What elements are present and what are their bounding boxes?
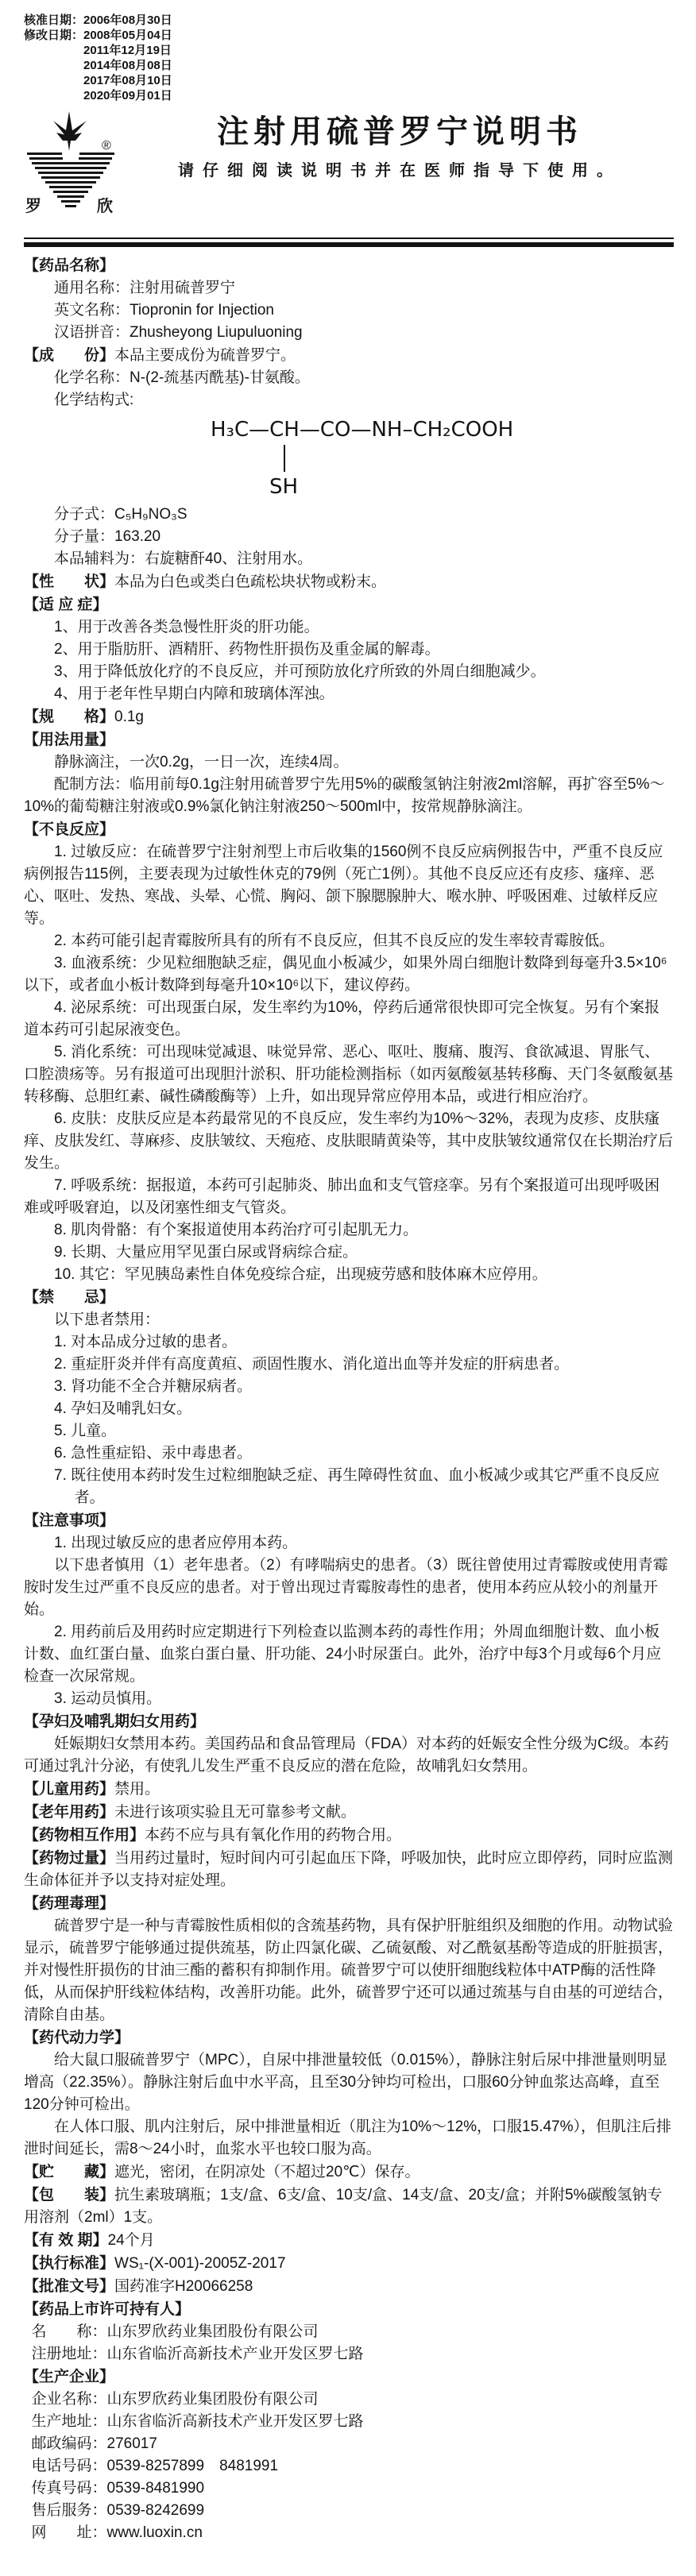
logo-char-right: 欣 <box>97 198 113 215</box>
section-heading-line <box>24 2184 674 2229</box>
section-heading: 【性 状】 <box>24 574 115 590</box>
paragraph: 2、用于脂肪肝、酒精肝、药物性肝损伤及重金属的解毒。 <box>54 641 440 658</box>
paragraph: 化学结构式: <box>54 392 134 408</box>
section <box>24 2230 674 2252</box>
section-heading: 【禁 忌】 <box>24 1289 115 1306</box>
section-inline-text: 遮光，密闭，在阴凉处（不超过20℃）保存。 <box>114 2164 420 2180</box>
paragraph: 硫普罗宁是一种与青霉胺性质相似的含巯基药物，具有保护肝脏组织及细胞的作用。动物试验显示，硫普罗宁能够通过提供巯基，防止四氯化碳、乙硫氨酸、对乙酰氨基酚等造成的肝脏损害，并对慢性肝损伤的甘油三酯的蓄积有抑制作用。硫普罗宁可以使肝细胞线粒体中ATP酶的活性降低，从而保护肝线粒体结构，改善肝功能。此外，硫普罗宁还可以通过巯基与自由基的可逆结合，清除自由基。 <box>24 1918 674 2023</box>
paragraph: 4. 孕妇及哺乳妇女。 <box>54 1400 192 1417</box>
section <box>24 345 674 570</box>
paragraph: 1. 出现过敏反应的患者应停用本药。 <box>54 1535 298 1551</box>
section-heading: 【不良反应】 <box>24 821 115 838</box>
luoxin-logo <box>24 111 126 226</box>
paragraph: 2. 本药可能引起青霉胺所具有的所有不良反应，但其不良反应的发生率较青霉胺低。 <box>54 933 615 949</box>
section-heading-line <box>24 1825 674 1847</box>
section-heading: 【药品名称】 <box>24 257 115 274</box>
section <box>24 2161 674 2184</box>
section <box>24 706 674 728</box>
section-heading-line <box>24 706 674 728</box>
section <box>24 1711 674 1778</box>
section-heading: 【适 应 症】 <box>24 597 108 613</box>
section-inline-text: 国药准字H20066258 <box>114 2278 253 2295</box>
section <box>24 1778 674 1801</box>
paragraph: 10. 其它：罕见胰岛素性自体免疫综合症，出现疲劳感和肢体麻木应停用。 <box>54 1266 547 1283</box>
paragraph: 3. 肾功能不全合并糖尿病者。 <box>54 1378 253 1395</box>
paragraph: 妊娠期妇女禁用本药。美国药品和食品管理局（FDA）对本药的妊娠安全性分级为C级。本药可通过乳汁分泌，有使乳儿发生严重不良反应的潜在危险，故哺乳妇女禁用。 <box>24 1736 669 1775</box>
paragraph: 电话号码：0539-8257899 8481991 <box>31 2458 279 2474</box>
section <box>24 2366 674 2544</box>
paragraph: 6. 急性重症铅、汞中毒患者。 <box>54 1445 253 1462</box>
section-heading-line <box>24 1802 674 1824</box>
paragraph: 汉语拼音：Zhusheyong Liupuluoning <box>54 324 303 341</box>
logo-char-left: 罗 <box>25 198 41 215</box>
luoxin-logo-graphic <box>24 111 118 222</box>
section <box>24 1802 674 1824</box>
section-heading-line <box>24 2161 674 2184</box>
section <box>24 594 674 705</box>
section-heading-line <box>24 255 674 277</box>
section <box>24 729 674 818</box>
section-inline-text: 本药不应与具有氧化作用的药物合用。 <box>145 1827 402 1844</box>
divider-thick <box>24 242 674 247</box>
section-heading: 【规 格】 <box>24 709 115 725</box>
section-heading-line <box>24 1893 674 1915</box>
paragraph: 6. 皮肤：皮肤反应是本药最常见的不良反应，发生率约为10%～32%，表现为皮疹、皮肤瘙痒、皮肤发红、荨麻疹、皮肤皱纹、天疱疮、皮肤眼睛黄染等，其中皮肤皱纹通常仅在长期治疗后发生。 <box>24 1110 674 1172</box>
page-title: 注射用硫普罗宁说明书 <box>217 114 582 149</box>
revision-date-value: 2020年09月01日 <box>83 89 172 102</box>
paragraph: 2. 重症肝炎并伴有高度黄疸、顽固性腹水、消化道出血等并发症的肝病患者。 <box>54 1356 570 1373</box>
section-heading: 【孕妇及哺乳期妇女用药】 <box>24 1713 206 1730</box>
section-inline-text: 禁用。 <box>114 1781 160 1798</box>
section-inline-text: 未进行该项实验且无可靠参考文献。 <box>114 1804 357 1821</box>
chemical-structure-branch: SH <box>269 475 299 499</box>
approval-date-label: 核准日期： <box>24 14 84 27</box>
section-heading: 【包 装】 <box>24 2187 115 2203</box>
paragraph: 企业名称：山东罗欣药业集团股份有限公司 <box>31 2391 319 2408</box>
paragraph: 4. 泌尿系统：可出现蛋白尿，发生率约为10%，停药后通常很快即可完全恢复。另有个案报道本药可引起尿液变色。 <box>24 999 660 1038</box>
paragraph: 2. 用药前后及用药时应定期进行下列检查以监测本药的毒性作用；外周血细胞计数、血小板计数、血红蛋白量、血浆白蛋白量、肝功能、24小时尿蛋白。此外，治疗中每3个月或每6个月应检查一次尿常规。 <box>24 1624 662 1685</box>
section-heading-line <box>24 1778 674 1801</box>
paragraph: 配制方法：临用前每0.1g注射用硫普罗宁先用5%的碳酸氢钠注射液2ml溶解，再扩容至5%～10%的葡萄糖注射液或0.9%氯化钠注射液250～500ml中，按常规静脉滴注。 <box>24 776 665 815</box>
section <box>24 255 674 344</box>
section-heading-line <box>24 1510 674 1532</box>
paragraph: 注册地址：山东省临沂高新技术产业开发区罗七路 <box>31 2346 364 2362</box>
paragraph: 3、用于降低放化疗的不良反应，并可预防放化疗所致的外周白细胞减少。 <box>54 663 546 680</box>
registered-mark: ® <box>102 139 111 153</box>
paragraph: 9. 长期、大量应用罕见蛋白尿或肾病综合症。 <box>54 1244 358 1261</box>
section-heading-line <box>24 571 674 593</box>
paragraph: 在人体口服、肌内注射后，尿中排泄量相近（肌注为10%～12%，口服15.47%），但肌注后排泄时间延长，需8～24小时，血浆水平也较口服为高。 <box>24 2118 671 2157</box>
section-inline-text: 24个月 <box>107 2232 155 2249</box>
section-inline-text: 本品为白色或类白色疏松块状物或粉末。 <box>114 574 387 590</box>
revision-date-value: 2008年05月04日 <box>83 29 172 42</box>
paragraph: 本品辅料为：右旋糖酐40、注射用水。 <box>54 550 313 567</box>
section-inline-text: 本品主要成份为硫普罗宁。 <box>114 347 296 364</box>
paragraph: 静脉滴注，一次0.2g，一日一次，连续4周。 <box>54 754 349 770</box>
revision-date-row <box>24 28 674 103</box>
section-inline-text: 0.1g <box>114 709 144 725</box>
revision-date-value: 2014年08月08日 <box>83 59 172 72</box>
masthead-center <box>126 111 674 180</box>
section-heading-line <box>24 594 674 616</box>
page-subtitle: 请仔细阅读说明书并在医师指导下使用。 <box>178 162 621 180</box>
section-heading-line <box>24 2366 674 2389</box>
section-heading: 【用法用量】 <box>24 732 115 748</box>
paragraph: 5. 儿童。 <box>54 1423 117 1439</box>
section-heading-line <box>24 729 674 751</box>
section <box>24 2253 674 2275</box>
section-heading-line <box>24 2276 674 2298</box>
section <box>24 1287 674 1509</box>
section <box>24 2027 674 2161</box>
section-heading: 【生产企业】 <box>24 2369 115 2385</box>
section <box>24 2276 674 2298</box>
section-heading: 【老年用药】 <box>24 1804 115 1821</box>
section-heading-line <box>24 345 674 367</box>
section <box>24 1510 674 1710</box>
revision-date-list <box>83 28 172 103</box>
section-heading-line <box>24 819 674 841</box>
paragraph: 5. 消化系统：可出现味觉减退、味觉异常、恶心、呕吐、腹痛、腹泻、食欲减退、胃胀气、口腔溃疡等。另有报道可出现胆汁淤积、肝功能检测指标（如丙氨酸氨基转移酶、天门冬氨酸氨基转移酶、总胆红素、碱性磷酸酶等）上升，如出现异常应停用本品，或进行相应治疗。 <box>24 1044 674 1105</box>
section <box>24 1848 674 1892</box>
paragraph: 售后服务：0539-8242699 <box>31 2502 205 2519</box>
sections <box>24 255 674 2544</box>
paragraph: 给大鼠口服硫普罗宁（MPC），自尿中排泄量较低（0.015%），静脉注射后尿中排泄量则明显增高（22.35%）。静脉注射后血中水平高，且至30分钟均可检出，口服60分钟血浆达高峰，直至120分钟可检出。 <box>24 2052 667 2113</box>
section <box>24 1893 674 2026</box>
section-heading: 【药物过量】 <box>24 1850 115 1867</box>
section-heading-line <box>24 2253 674 2275</box>
paragraph: 分子式：C₅H₉NO₃S <box>54 506 188 523</box>
approval-date-value: 2006年08月30日 <box>83 14 172 27</box>
paragraph: 通用名称：注射用硫普罗宁 <box>54 280 236 296</box>
section-heading: 【批准文号】 <box>24 2278 115 2295</box>
section-heading: 【贮 藏】 <box>24 2164 115 2180</box>
paragraph: 7. 呼吸系统：据报道，本药可引起肺炎、肺出血和支气管痉挛。另有个案报道可出现呼吸困难或呼吸窘迫，以及闭塞性细支气管炎。 <box>24 1177 660 1216</box>
section-heading: 【注意事项】 <box>24 1512 115 1529</box>
paragraph: 3. 血液系统：少见粒细胞缺乏症，偶见血小板减少，如果外周白细胞计数降到每毫升3.5×10⁶以下，或者血小板计数降到每毫升10×10⁶以下，建议停药。 <box>24 955 667 994</box>
revision-date-value: 2011年12月19日 <box>83 44 172 57</box>
paragraph: 名 称：山东罗欣药业集团股份有限公司 <box>31 2323 319 2340</box>
section-heading: 【儿童用药】 <box>24 1781 115 1798</box>
paragraph: 以下患者慎用（1）老年患者。（2）有哮喘病史的患者。（3）既往曾使用过青霉胺或使用青霉胺时发生过严重不良反应的患者。对于曾出现过青霉胺毒性的患者，使用本药应从较小的剂量开始。 <box>24 1557 668 1618</box>
section-heading: 【药理毒理】 <box>24 1895 115 1912</box>
paragraph: 4、用于老年性早期白内障和玻璃体浑浊。 <box>54 686 334 702</box>
section-heading: 【执行标准】 <box>24 2255 115 2272</box>
section-inline-text: WS₁-(X-001)-2005Z-2017 <box>114 2255 286 2272</box>
section <box>24 2184 674 2229</box>
section <box>24 2299 674 2366</box>
approval-date-row <box>24 13 674 28</box>
section-heading: 【药物相互作用】 <box>24 1827 145 1844</box>
section <box>24 819 674 1286</box>
revision-date-value: 2017年08月10日 <box>83 74 172 87</box>
section-heading-line <box>24 1711 674 1733</box>
paragraph: 邮政编码：276017 <box>31 2435 157 2452</box>
date-block <box>24 13 674 103</box>
paragraph: 化学名称：N-(2-巯基丙酰基)-甘氨酸。 <box>54 369 310 386</box>
paragraph: 以下患者禁用： <box>54 1311 160 1328</box>
section-heading-line <box>24 2299 674 2321</box>
section-heading: 【药代动力学】 <box>24 2030 130 2046</box>
masthead <box>24 111 674 226</box>
section-inline-text: 抗生素玻璃瓶；1支/盒、6支/盒、10支/盒、14支/盒、20支/盒；并附5%碳酸氢钠专用溶剂（2ml）1支。 <box>24 2187 663 2226</box>
section-heading: 【成 份】 <box>24 347 115 364</box>
revision-date-label: 修改日期： <box>24 29 84 42</box>
section-heading: 【有 效 期】 <box>24 2232 108 2249</box>
paragraph: 英文名称：Tiopronin for Injection <box>54 302 275 319</box>
paragraph: 7. 既往使用本药时发生过粒细胞缺乏症、再生障碍性贫血、血小板减少或其它严重不良反应者。 <box>54 1467 660 1506</box>
divider-thin <box>24 238 674 239</box>
section <box>24 571 674 593</box>
paragraph: 1、用于改善各类急慢性肝炎的肝功能。 <box>54 619 319 635</box>
paragraph: 分子量：163.20 <box>54 528 161 545</box>
paragraph: 8. 肌肉骨骼：有个案报道使用本药治疗可引起肌无力。 <box>54 1222 419 1238</box>
section-inline-text: 当用药过量时，短时间内可引起血压下降，呼吸加快，此时应立即停药，同时应监测生命体征并予以支持对症处理。 <box>24 1850 674 1889</box>
section-heading-line <box>24 2230 674 2252</box>
section-heading-line <box>24 1848 674 1892</box>
section-heading: 【药品上市许可持有人】 <box>24 2301 191 2318</box>
chemical-structure-main: H₃C—CH—CO—NH–CH₂COOH <box>211 418 514 442</box>
chemical-bond-line <box>284 445 285 472</box>
section <box>24 1825 674 1847</box>
paragraph: 3. 运动员慎用。 <box>54 1690 162 1707</box>
section-heading-line <box>24 2027 674 2049</box>
section-heading-line <box>24 1287 674 1309</box>
chemical-structure <box>211 418 674 499</box>
paragraph: 1. 对本品成分过敏的患者。 <box>54 1334 238 1350</box>
paragraph: 1. 过敏反应：在硫普罗宁注射剂型上市后收集的1560例不良反应病例报告中，严重不良反应病例报告115例，主要表现为过敏性休克的79例（死亡1例）。其他不良反应还有皮疹、瘙痒、恶心、呕吐、发热、寒战、头晕、心慌、胸闷、颌下腺腮腺肿大、喉水肿、呼吸困难、过敏样反应等。 <box>24 844 663 927</box>
paragraph: 传真号码：0539-8481990 <box>31 2480 205 2497</box>
paragraph: 网 址：www.luoxin.cn <box>31 2524 203 2541</box>
paragraph: 生产地址：山东省临沂高新技术产业开发区罗七路 <box>31 2413 364 2430</box>
